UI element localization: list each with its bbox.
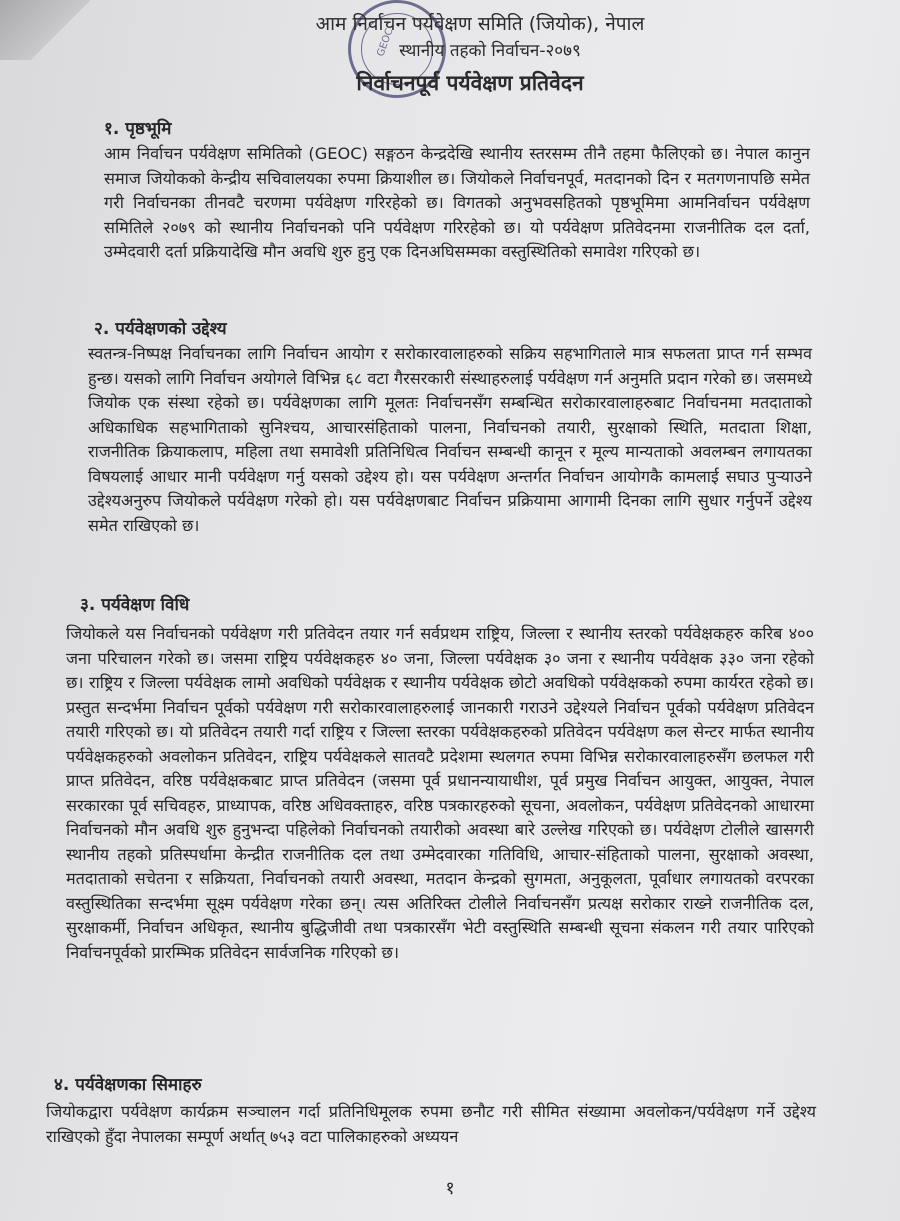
section-heading-objective: २. पर्यवेक्षणको उद्देश्य: [94, 319, 227, 339]
section-body-background: आम निर्वाचन पर्यवेक्षण समितिको (GEOC) सङ्गठन केन्द्रदेखि स्थानीय स्तरसम्म तीनै तहमा फैलिएको छ। नेपाल कानुन समाज जियोकको केन्द्रीय सचिवालयका रुपमा क्रियाशील छ। जियोकले निर्वाचनपूर्व, मतदानको दिन र मतगणनापछि समेत गरी निर्वाचनका तीनवटै चरणमा पर्यवेक्षण गरिरहेको छ। विगतको अनुभवसहितको पृष्ठभूमिमा आमनिर्वाचन पर्यवेक्षण समितिले २०७९ को स्थानीय निर्वाचनको पनि पर्यवेक्षण गरिरहेको छ। यो पर्यवेक्षण प्रतिवेदनमा राजनीतिक दल दर्ता, उम्मेदवारी दर्ता प्रक्रियादेखि मौन अवधि शुरु हुनु एक दिनअघिसम्मका वस्तुस्थितिको समावेश गरिएको छ।: [104, 144, 810, 261]
report-title: निर्वाचनपूर्व पर्यवेक्षण प्रतिवेदन: [356, 71, 584, 95]
election-subtitle: स्थानीय तहको निर्वाचन-२०७९: [399, 41, 581, 61]
section-body-method: जियोकले यस निर्वाचनको पर्यवेक्षण गरी प्रतिवेदन तयार गर्न सर्वप्रथम राष्ट्रिय, जिल्ला र स्थानीय स्तरको पर्यवेक्षकहरु करिब ४०० जना परिचालन गरेको छ। जसमा राष्ट्रिय पर्यवेक्षकहरु ४० जना, जिल्ला पर्यवेक्षक ३० जना र स्थानीय पर्यवेक्षक ३३० जना रहेको छ। राष्ट्रिय र जिल्ला पर्यवेक्षक लामो अवधिको पर्यवेक्षक र स्थानीय पर्यवेक्षक छोटो अवधिको पर्यवेक्षकको रुपमा कार्यरत रहेको छ। प्रस्तुत सन्दर्भमा निर्वाचन पूर्वको पर्यवेक्षण गरी सरोकारवालाहरुलाई जानकारी गराउने उद्देश्यले निर्वाचन पूर्वको पर्यवेक्षण प्रतिवेदन तयारी गरिएको छ। यो प्रतिवेदन तयारी गर्दा राष्ट्रिय र जिल्ला स्तरका पर्यवेक्षकहरुको प्रतिवेदन पर्यवेक्षण कल सेन्टर मार्फत स्थानीय पर्यवेक्षकहरुको अवलोकन प्रतिवेदन, राष्ट्रिय पर्यवेक्षकले सातवटै प्रदेशमा स्थलगत रुपमा विभिन्न सरोकारवालाहरुसँग छलफल गरी प्राप्त प्रतिवेदन, वरिष्ठ पर्यवेक्षकबाट प्राप्त प्रतिवेदन (जसमा पूर्व प्रधानन्यायाधीश, पूर्व प्रमुख निर्वाचन आयुक्त, आयुक्त, नेपाल सरकारका पूर्व सचिवहरु, प्राध्यापक, वरिष्ठ अधिवक्ताहरु, वरिष्ठ पत्रकारहरुको सूचना, अवलोकन, पर्यवेक्षण प्रतिवेदनको आधारमा निर्वाचनको मौन अवधि शुरु हुनुभन्दा पहिलेको निर्वाचनको तयारीको अवस्था बारे उल्लेख गरिएको छ। पर्यवेक्षण टोलीले खासगरी स्थानीय तहको प्रतिस्पर्धामा केन्द्रीत राजनीतिक दल तथा उम्मेदवारका गतिविधि, आचार-संहिताको पालना, सुरक्षाको अवस्था, मतदाताको सचेतना र सक्रियता, निर्वाचनको तयारी अवस्था, मतदान केन्द्रको सुगमता, अनुकूलता, पूर्वाधार लगायतको वरपरका वस्तुस्थितिका सन्दर्भमा सूक्ष्म पर्यवेक्षण गरेका छन्। त्यस अतिरिक्त टोलीले निर्वाचनसँग प्रत्यक्ष सरोकार राख्ने राजनीतिक दल, सुरक्षाकर्मी, निर्वाचन अधिकृत, स्थानीय बुद्धिजीवी तथा पत्रकारसँग भेटी वस्तुस्थिति सम्बन्धी सूचना संकलन गरी तयार पारिएको निर्वाचनपूर्वको प्रारम्भिक प्रतिवेदन सार्वजनिक गरिएको छ।: [66, 624, 814, 962]
section-heading-method: ३. पर्यवेक्षण विधि: [80, 595, 190, 615]
document-header: [0, 10, 900, 97]
stamp-text: GEOC: [375, 27, 396, 58]
section-body-objective: स्वतन्त्र-निष्पक्ष निर्वाचनका लागि निर्वाचन आयोग र सरोकारवालाहरुको सक्रिय सहभागिताले मात्र सफलता प्राप्त गर्न सम्भव हुन्छ। यसको लागि निर्वाचन अयोगले विभिन्न ६८ वटा गैरसरकारी संस्थाहरुलाई पर्यवेक्षण गर्न अनुमति प्रदान गरेको छ। जसमध्ये जियोक एक संस्था रहेको छ। पर्यवेक्षणका लागि मूलतः निर्वाचनसँग सम्बन्धित सरोकारवालाहरुबाट निर्वाचनमा मतदाताको अधिकाधिक सहभागिताको सुनिश्चय, आचारसंहिताको पालना, निर्वाचनको तयारी, सुरक्षाको स्थिति, मतदाता शिक्षा, राजनीतिक क्रियाकलाप, महिला तथा समावेशी प्रतिनिधित्व निर्वाचन सम्बन्धी कानून र मूल्य मान्यताको अवलम्बन लगायतका विषयलाई आधार मानी पर्यवेक्षण गर्नु यसको उद्देश्य हो। यस पर्यवेक्षण अन्तर्गत निर्वाचन आयोगकै कामलाई सघाउ पुऱ्याउने उद्देश्यअनुरुप जियोकले पर्यवेक्षण गरेको हो। यस पर्यवेक्षणबाट निर्वाचन प्रक्रियामा आगामी दिनका लागि सुधार गर्नुपर्ने उद्देश्य समेत राखिएको छ।: [88, 344, 812, 535]
section-body-limitations: जियोकद्वारा पर्यवेक्षण कार्यक्रम सञ्चालन गर्दा प्रतिनिधिमूलक रुपमा छनौट गरी सीमित संख्यामा अवलोकन/पर्यवेक्षण गर्ने उद्देश्य राखिएको हुँदा नेपालका सम्पूर्ण अर्थात् ७५३ वटा पालिकाहरुको अध्ययन: [46, 1102, 816, 1146]
section-heading-background: १. पृष्ठभूमि: [104, 119, 172, 139]
page-number: १: [445, 1178, 455, 1199]
organization-name: आम निर्वाचन पर्यवेक्षण समिति (जियोक), नेपाल: [315, 13, 645, 35]
section-heading-limitations: ४. पर्यवेक्षणका सिमाहरु: [54, 1075, 202, 1095]
